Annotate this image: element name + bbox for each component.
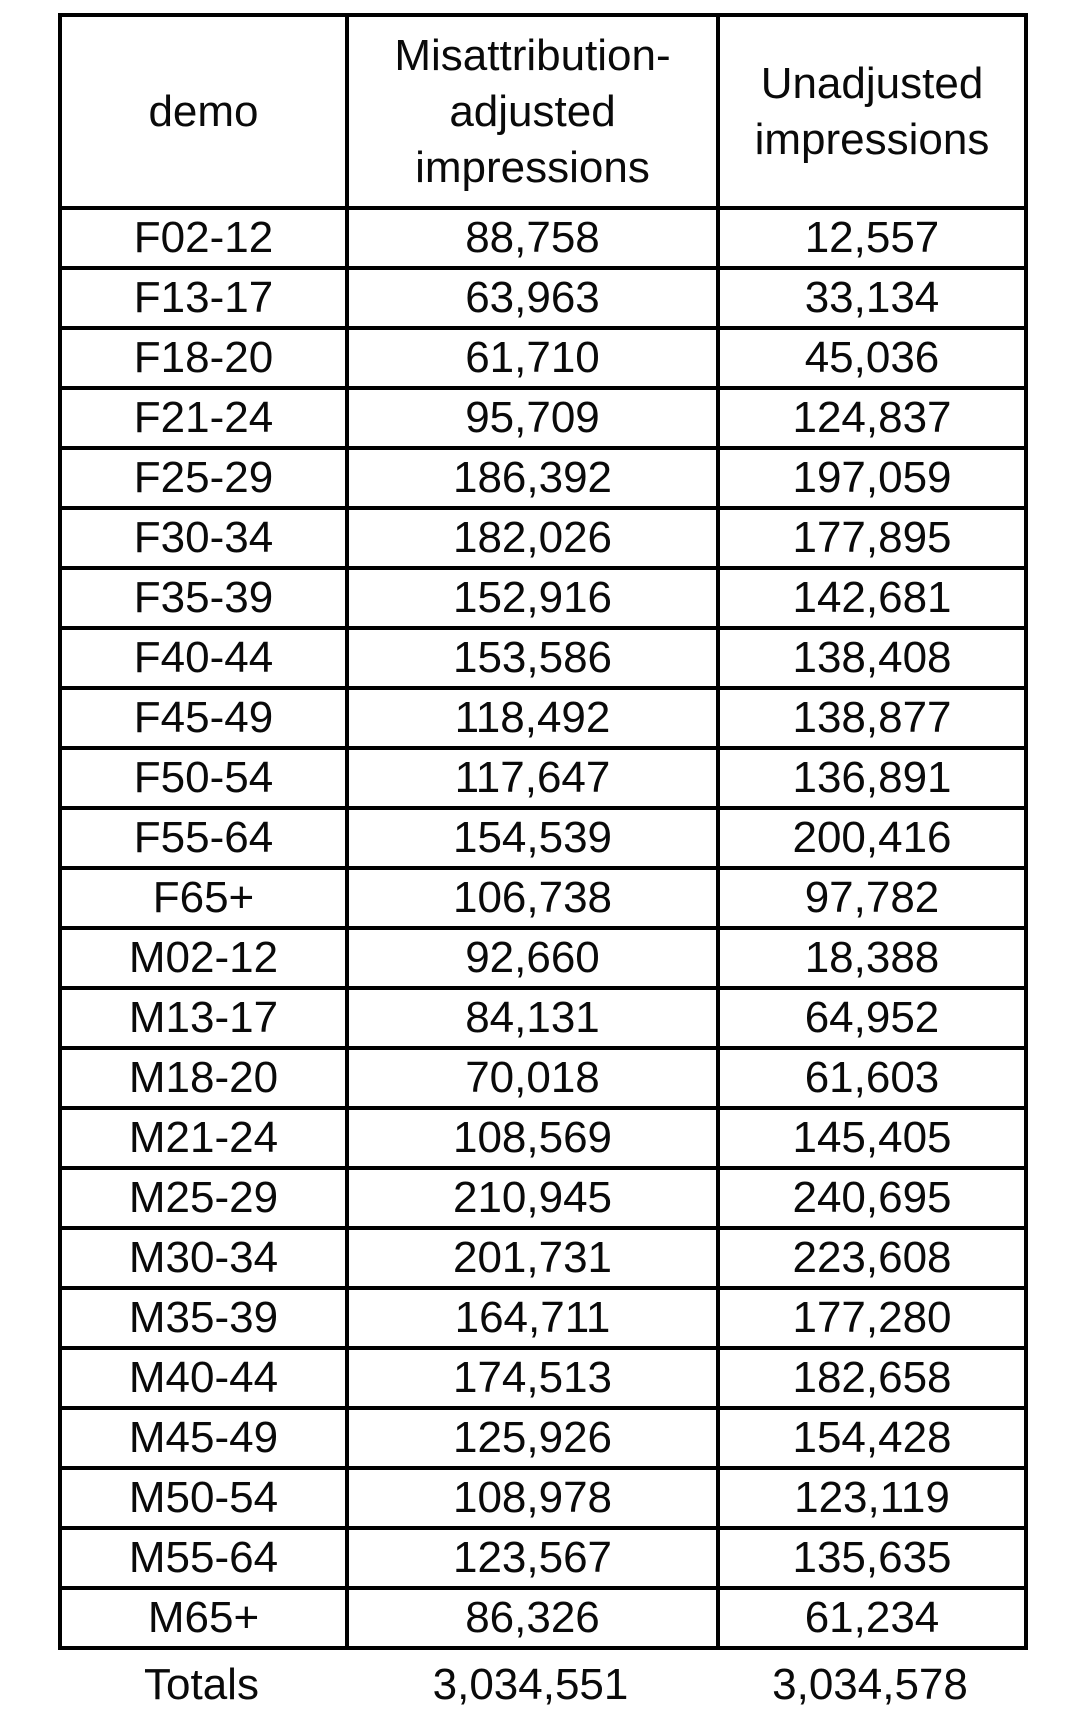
demo-cell: M65+ bbox=[60, 1588, 347, 1648]
table-row bbox=[60, 388, 1026, 448]
unadjusted-impressions-cell: 135,635 bbox=[718, 1528, 1026, 1588]
unadjusted-impressions-cell: 61,603 bbox=[718, 1048, 1026, 1108]
demo-cell: F50-54 bbox=[60, 748, 347, 808]
unadjusted-impressions-cell: 197,059 bbox=[718, 448, 1026, 508]
unadjusted-impressions-cell: 45,036 bbox=[718, 328, 1026, 388]
demo-cell: M13-17 bbox=[60, 988, 347, 1048]
unadjusted-impressions-cell: 182,658 bbox=[718, 1348, 1026, 1408]
adjusted-impressions-cell: 182,026 bbox=[347, 508, 718, 568]
unadjusted-impressions-cell: 240,695 bbox=[718, 1168, 1026, 1228]
table-row bbox=[60, 808, 1026, 868]
unadjusted-impressions-cell: 97,782 bbox=[718, 868, 1026, 928]
table-row bbox=[60, 1048, 1026, 1108]
impressions-table-wrap bbox=[58, 13, 1024, 1715]
header-adjusted-impressions: Misattribution-adjusted impressions bbox=[347, 15, 718, 208]
adjusted-impressions-cell: 61,710 bbox=[347, 328, 718, 388]
adjusted-impressions-cell: 118,492 bbox=[347, 688, 718, 748]
demo-cell: M18-20 bbox=[60, 1048, 347, 1108]
table-row bbox=[60, 1408, 1026, 1468]
table-row bbox=[60, 268, 1026, 328]
unadjusted-impressions-cell: 64,952 bbox=[718, 988, 1026, 1048]
adjusted-impressions-cell: 125,926 bbox=[347, 1408, 718, 1468]
demo-cell: M25-29 bbox=[60, 1168, 347, 1228]
demo-cell: M40-44 bbox=[60, 1348, 347, 1408]
unadjusted-impressions-cell: 177,280 bbox=[718, 1288, 1026, 1348]
table-row bbox=[60, 1288, 1026, 1348]
demo-cell: M45-49 bbox=[60, 1408, 347, 1468]
unadjusted-impressions-cell: 136,891 bbox=[718, 748, 1026, 808]
demo-cell: F40-44 bbox=[60, 628, 347, 688]
demo-cell: F30-34 bbox=[60, 508, 347, 568]
adjusted-impressions-cell: 86,326 bbox=[347, 1588, 718, 1648]
demo-cell: F25-29 bbox=[60, 448, 347, 508]
unadjusted-impressions-cell: 177,895 bbox=[718, 508, 1026, 568]
adjusted-impressions-cell: 92,660 bbox=[347, 928, 718, 988]
demo-cell: F02-12 bbox=[60, 208, 347, 268]
table-row bbox=[60, 328, 1026, 388]
adjusted-impressions-cell: 210,945 bbox=[347, 1168, 718, 1228]
demo-cell: F21-24 bbox=[60, 388, 347, 448]
adjusted-impressions-cell: 164,711 bbox=[347, 1288, 718, 1348]
adjusted-impressions-cell: 108,569 bbox=[347, 1108, 718, 1168]
table-row bbox=[60, 928, 1026, 988]
totals-row bbox=[58, 1655, 1024, 1715]
unadjusted-impressions-cell: 61,234 bbox=[718, 1588, 1026, 1648]
totals-label: Totals bbox=[144, 1660, 259, 1709]
unadjusted-impressions-cell: 124,837 bbox=[718, 388, 1026, 448]
adjusted-impressions-cell: 84,131 bbox=[347, 988, 718, 1048]
adjusted-impressions-cell: 201,731 bbox=[347, 1228, 718, 1288]
adjusted-impressions-cell: 117,647 bbox=[347, 748, 718, 808]
adjusted-impressions-cell: 95,709 bbox=[347, 388, 718, 448]
unadjusted-impressions-cell: 18,388 bbox=[718, 928, 1026, 988]
unadjusted-impressions-cell: 123,119 bbox=[718, 1468, 1026, 1528]
table-row bbox=[60, 1468, 1026, 1528]
demo-cell: M30-34 bbox=[60, 1228, 347, 1288]
adjusted-impressions-cell: 70,018 bbox=[347, 1048, 718, 1108]
unadjusted-impressions-cell: 142,681 bbox=[718, 568, 1026, 628]
table-row bbox=[60, 568, 1026, 628]
table-row bbox=[60, 748, 1026, 808]
table-row bbox=[60, 1528, 1026, 1588]
table-body bbox=[60, 208, 1026, 1648]
table-row bbox=[60, 1588, 1026, 1648]
table-row bbox=[60, 1228, 1026, 1288]
table-row bbox=[60, 208, 1026, 268]
table-row bbox=[60, 868, 1026, 928]
impressions-table bbox=[58, 13, 1028, 1650]
table-header bbox=[60, 15, 1026, 208]
demo-cell: M02-12 bbox=[60, 928, 347, 988]
table-row bbox=[60, 1168, 1026, 1228]
demo-cell: M50-54 bbox=[60, 1468, 347, 1528]
table-row bbox=[60, 1108, 1026, 1168]
table-row bbox=[60, 988, 1026, 1048]
demo-cell: M21-24 bbox=[60, 1108, 347, 1168]
unadjusted-impressions-cell: 154,428 bbox=[718, 1408, 1026, 1468]
table-row bbox=[60, 508, 1026, 568]
table-row bbox=[60, 628, 1026, 688]
demo-cell: F13-17 bbox=[60, 268, 347, 328]
header-unadjusted-impressions: Unadjusted impressions bbox=[718, 15, 1026, 208]
header-demo: demo bbox=[60, 15, 347, 208]
adjusted-impressions-cell: 154,539 bbox=[347, 808, 718, 868]
adjusted-impressions-cell: 152,916 bbox=[347, 568, 718, 628]
demo-cell: F18-20 bbox=[60, 328, 347, 388]
unadjusted-impressions-cell: 138,877 bbox=[718, 688, 1026, 748]
unadjusted-impressions-cell: 200,416 bbox=[718, 808, 1026, 868]
adjusted-impressions-cell: 108,978 bbox=[347, 1468, 718, 1528]
unadjusted-impressions-cell: 145,405 bbox=[718, 1108, 1026, 1168]
demo-cell: F55-64 bbox=[60, 808, 347, 868]
demo-cell: F35-39 bbox=[60, 568, 347, 628]
unadjusted-impressions-cell: 223,608 bbox=[718, 1228, 1026, 1288]
table-row bbox=[60, 448, 1026, 508]
adjusted-impressions-cell: 123,567 bbox=[347, 1528, 718, 1588]
adjusted-impressions-cell: 186,392 bbox=[347, 448, 718, 508]
adjusted-impressions-cell: 88,758 bbox=[347, 208, 718, 268]
demo-cell: M55-64 bbox=[60, 1528, 347, 1588]
unadjusted-impressions-cell: 138,408 bbox=[718, 628, 1026, 688]
table-row bbox=[60, 688, 1026, 748]
table-row bbox=[60, 1348, 1026, 1408]
adjusted-impressions-cell: 153,586 bbox=[347, 628, 718, 688]
demo-cell: M35-39 bbox=[60, 1288, 347, 1348]
header-row bbox=[60, 15, 1026, 208]
unadjusted-impressions-cell: 12,557 bbox=[718, 208, 1026, 268]
adjusted-impressions-cell: 174,513 bbox=[347, 1348, 718, 1408]
totals-unadjusted-value: 3,034,578 bbox=[772, 1660, 968, 1709]
demo-cell: F45-49 bbox=[60, 688, 347, 748]
adjusted-impressions-cell: 63,963 bbox=[347, 268, 718, 328]
unadjusted-impressions-cell: 33,134 bbox=[718, 268, 1026, 328]
totals-adjusted-value: 3,034,551 bbox=[432, 1660, 629, 1709]
demo-cell: F65+ bbox=[60, 868, 347, 928]
adjusted-impressions-cell: 106,738 bbox=[347, 868, 718, 928]
